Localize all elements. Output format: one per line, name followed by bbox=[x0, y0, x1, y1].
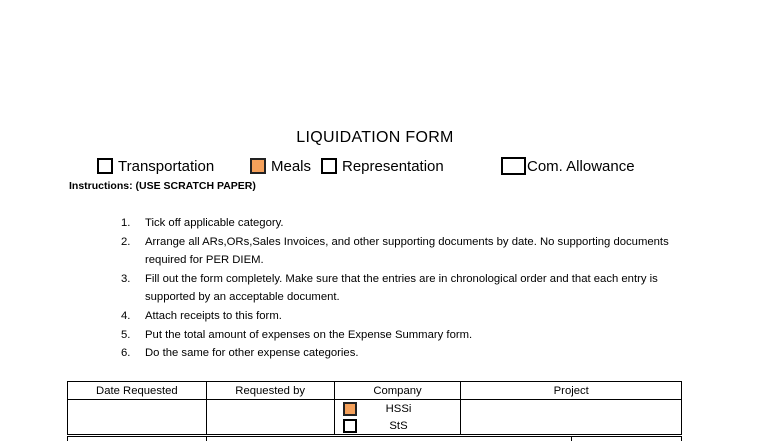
hssi-checkbox[interactable] bbox=[343, 402, 357, 416]
header-requested-by: Requested by bbox=[206, 382, 334, 400]
category-representation[interactable] bbox=[321, 156, 444, 176]
header-company: Company bbox=[334, 382, 461, 400]
list-item: 4. Attach receipts to this form. bbox=[121, 309, 282, 322]
form-title: LIQUIDATION FORM bbox=[296, 129, 454, 146]
column-divider bbox=[571, 437, 572, 441]
list-item: 1. Tick off applicable category. bbox=[121, 217, 284, 229]
list-item: 5. Put the total amount of expenses on the Expense Summary form. bbox=[121, 328, 473, 341]
list-item: 3. Fill out the form completely. Make sure that the entries are in chronological order and that each entry is supported by an acceptable document. bbox=[121, 272, 658, 304]
requested-by-cell[interactable] bbox=[206, 400, 334, 435]
category-label: Representation bbox=[342, 157, 444, 175]
column-divider bbox=[206, 437, 207, 441]
company-label: StS bbox=[389, 419, 408, 432]
table-row bbox=[68, 400, 682, 435]
list-item: 6. Do the same for other expense categories. bbox=[121, 347, 359, 360]
company-option-sts[interactable] bbox=[335, 417, 461, 434]
next-table-row-partial bbox=[67, 436, 682, 441]
transportation-checkbox[interactable] bbox=[97, 158, 113, 174]
instructions-list bbox=[121, 214, 681, 363]
category-meals[interactable] bbox=[250, 156, 311, 176]
header-project: Project bbox=[461, 382, 682, 400]
project-cell[interactable] bbox=[461, 400, 682, 435]
category-label: Com. Allowance bbox=[527, 157, 635, 175]
representation-checkbox[interactable] bbox=[321, 158, 337, 174]
company-label: HSSi bbox=[385, 402, 412, 415]
header-date-requested: Date Requested bbox=[68, 382, 207, 400]
category-label: Transportation bbox=[118, 157, 215, 175]
com-allowance-checkbox[interactable] bbox=[501, 157, 526, 175]
company-option-hssi[interactable] bbox=[335, 400, 461, 417]
list-item: 2. Arrange all ARs,ORs,Sales Invoices, and other supporting documents by date. No supporting documents required for PER DIEM. bbox=[121, 235, 669, 267]
company-cell bbox=[334, 400, 461, 435]
instructions-heading: Instructions: (USE SCRATCH PAPER) bbox=[69, 180, 256, 192]
category-label: Meals bbox=[271, 157, 312, 175]
date-requested-cell[interactable] bbox=[68, 400, 207, 435]
sts-checkbox[interactable] bbox=[343, 419, 357, 433]
request-info-table bbox=[67, 381, 682, 435]
category-com-allowance[interactable] bbox=[501, 156, 635, 176]
table-header-row bbox=[68, 382, 682, 400]
meals-checkbox[interactable] bbox=[250, 158, 266, 174]
category-transportation[interactable] bbox=[97, 156, 214, 176]
